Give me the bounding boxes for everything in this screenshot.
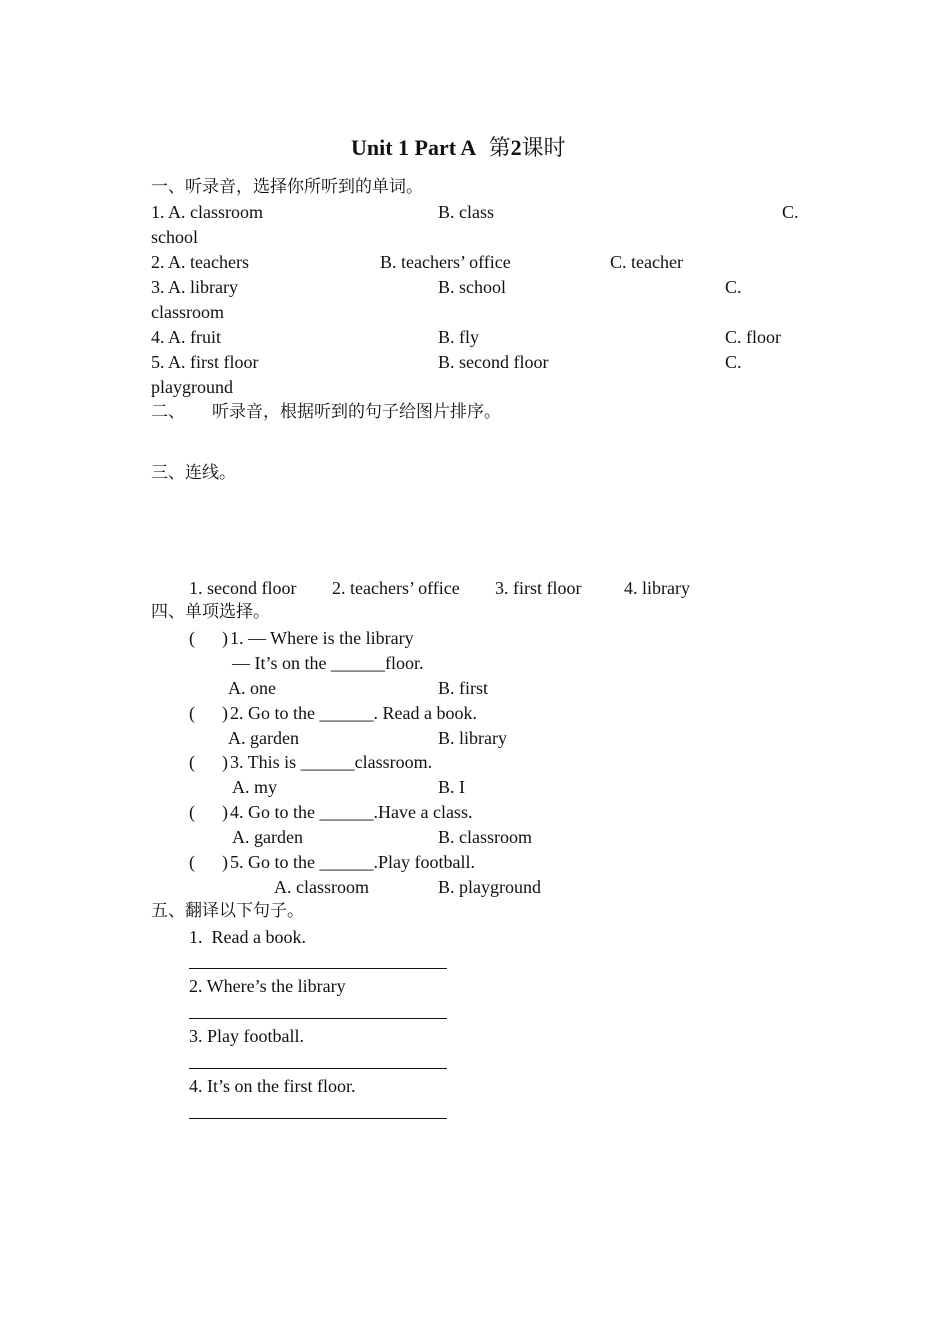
s1-item2-a: 2. A. teachers bbox=[151, 252, 249, 272]
q4-option-b: B. classroom bbox=[438, 827, 532, 847]
s3-option-2: 2. teachers’ office bbox=[332, 578, 460, 598]
title-number: 2 bbox=[510, 135, 522, 160]
s1-item4-c: C. floor bbox=[725, 327, 781, 347]
q2-paren: ( ) bbox=[189, 703, 228, 723]
q3-text: 3. This is ______classroom. bbox=[230, 752, 433, 772]
title-cn-suffix: 课时 bbox=[521, 135, 566, 160]
title-en: Unit 1 Part A bbox=[351, 135, 476, 160]
q1-text: 1. — Where is the library bbox=[230, 628, 414, 648]
q5-option-a: A. classroom bbox=[274, 877, 369, 897]
s1-item5-a: 5. A. first floor bbox=[151, 352, 259, 372]
s1-item3-b: B. school bbox=[438, 277, 507, 297]
s1-item3-a: 3. A. library bbox=[151, 277, 238, 297]
s1-item2-b: B. teachers’ office bbox=[380, 252, 511, 272]
q5-paren: ( ) bbox=[189, 852, 228, 872]
q1-option-b: B. first bbox=[438, 678, 489, 698]
s3-option-1: 1. second floor bbox=[189, 578, 297, 598]
section2-heading: 二、 听录音，根据听到的句子给图片排序。 bbox=[151, 402, 502, 422]
q1-option-a: A. one bbox=[228, 678, 276, 698]
q5-text: 5. Go to the ______.Play football. bbox=[230, 852, 475, 872]
q4-option-a: A. garden bbox=[232, 827, 303, 847]
s1-item3-wrap: classroom bbox=[151, 302, 224, 322]
s1-item5-c: C. bbox=[725, 352, 742, 372]
s5-answer-line-2[interactable] bbox=[189, 1018, 447, 1019]
s1-item1-wrap: school bbox=[151, 227, 198, 247]
q2-text: 2. Go to the ______. Read a book. bbox=[230, 703, 477, 723]
s1-item1-b: B. class bbox=[438, 202, 494, 222]
q1-line2: — It’s on the ______floor. bbox=[232, 653, 424, 673]
q2-option-a: A. garden bbox=[228, 728, 299, 748]
s3-option-4: 4. library bbox=[624, 578, 690, 598]
s1-item4-b: B. fly bbox=[438, 327, 480, 347]
s1-item5-b: B. second floor bbox=[438, 352, 549, 372]
s5-answer-line-1[interactable] bbox=[189, 968, 447, 969]
q3-option-b: B. I bbox=[438, 777, 465, 797]
s5-answer-line-4[interactable] bbox=[189, 1118, 447, 1119]
q4-paren: ( ) bbox=[189, 802, 228, 822]
q4-text: 4. Go to the ______.Have a class. bbox=[230, 802, 473, 822]
section1-heading: 一、听录音，选择你所听到的单词。 bbox=[151, 177, 423, 197]
s1-item4-a: 4. A. fruit bbox=[151, 327, 221, 347]
s5-item-4: 4. It’s on the first floor. bbox=[189, 1076, 356, 1096]
s5-item-1: 1. Read a book. bbox=[189, 927, 306, 947]
s5-answer-line-3[interactable] bbox=[189, 1068, 447, 1069]
s1-item3-c: C. bbox=[725, 277, 742, 297]
s3-option-3: 3. first floor bbox=[495, 578, 582, 598]
s1-item1-c: C. bbox=[782, 202, 799, 222]
section3-heading: 三、连线。 bbox=[151, 463, 236, 483]
title-cn-prefix: 第 bbox=[488, 135, 511, 160]
page-title bbox=[351, 137, 566, 159]
s1-item5-wrap: playground bbox=[151, 377, 233, 397]
section5-heading: 五、翻译以下句子。 bbox=[151, 901, 304, 921]
q5-option-b: B. playground bbox=[438, 877, 541, 897]
s1-item2-c: C. teacher bbox=[610, 252, 683, 272]
q3-paren: ( ) bbox=[189, 752, 228, 772]
s5-item-2: 2. Where’s the library bbox=[189, 976, 346, 996]
s1-item1-a: 1. A. classroom bbox=[151, 202, 263, 222]
q1-paren: ( ) bbox=[189, 628, 228, 648]
q2-option-b: B. library bbox=[438, 728, 507, 748]
q3-option-a: A. my bbox=[232, 777, 277, 797]
section4-heading: 四、单项选择。 bbox=[151, 602, 270, 622]
s5-item-3: 3. Play football. bbox=[189, 1026, 304, 1046]
